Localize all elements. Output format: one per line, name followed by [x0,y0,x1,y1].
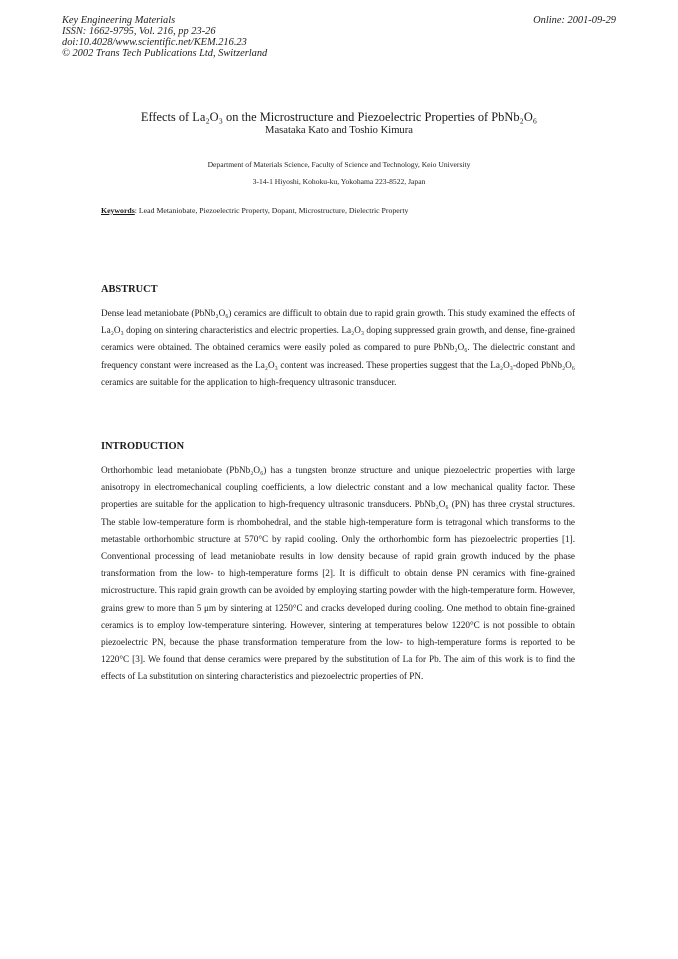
affiliation-department: Department of Materials Science, Faculty of Science and Technology, Keio University [207,160,471,169]
abstract-heading: ABSTRUCT [101,284,158,295]
introduction-heading: INTRODUCTION [101,441,185,452]
journal-issn: ISSN: 1662-9795, Vol. 216, pp 23-26 [62,26,216,37]
introduction-text: Orthorhombic lead metaniobate (PbNb₂O₆) has a tungsten bronze structure and unique piezoelectric properties with large anisotropy in electromechanical coupling coefficients, a low dielectric constant and a low mechanical quality factor. These properties are suitable for the application to high-frequency ultrasonic transducers. PbNb₂O₆ (PN) has three crystal structures. The stable low-temperature form is rhombohedral, and the stable high-temperature form is tetragonal which transforms to the metastable orthorhombic structure at 570°C by rapid cooling. Only the orthorhombic form has piezoelectric properties [1]. Conventional processing of lead metaniobate results in low density because of rapid grain growth induced by the phase transformation from the low- to high-temperature forms [2]. It is difficult to obtain dense PN ceramics with fine-grained microstructure. This rapid grain growth can be avoided by employing starting powder with the high-temperature form. However, grains grew to more than 5 μm by sintering at 1250°C and cracks developed during cooling. One method to obtain fine-grained ceramics is to employ low-temperature sintering. However, sintering at temperatures below 1220°C is not possible to obtain piezoelectric PN, because the phase transformation temperature from the low- to high-temperature forms is reported to be 1220°C [3]. We found that dense ceramics were prepared by the substitution of La for Pb. The aim of this work is to find the effects of La substitution on sintering characteristics and piezoelectric properties of PN. [101,465,575,682]
paper-authors: Masataka Kato and Toshio Kimura [265,125,413,136]
affiliation [0,156,678,190]
journal-name: Key Engineering Materials [62,15,176,26]
keywords [101,206,408,216]
affiliation-address: 3-14-1 Hiyoshi, Kohoku-ku, Yokohama 223-8522, Japan [252,177,426,186]
journal-copyright: © 2002 Trans Tech Publications Ltd, Switzerland [62,48,268,59]
keywords-text: : Lead Metaniobate, Piezoelectric Property, Dopant, Microstructure, Dielectric Property [134,206,409,215]
journal-header [62,15,267,59]
keywords-label: Keywords [101,206,135,215]
abstract-text: Dense lead metaniobate (PbNb₂O₆) ceramics are difficult to obtain due to rapid grain growth. This study examined the effects of La₂O₃ doping on sintering characteristics and electric properties. La₂O₃ doping suppressed grain growth, and dense, fine-grained ceramics were obtained. The obtained ceramics were easily poled as compared to pure PbNb₂O₆. The dielectric constant and frequency constant were increased as the La₂O₃ content was increased. These properties suggest that the La₂O₃-doped PbNb₂O₆ ceramics are suitable for the application to high-frequency ultrasonic transducer. [101,308,575,387]
journal-doi[interactable]: doi:10.4028/www.scientific.net/KEM.216.23 [62,37,247,48]
paper-title: Effects of La₂O₃ on the Microstructure and Piezoelectric Properties of PbNb₂O₆ [140,110,538,124]
online-date: Online: 2001-09-29 [533,15,616,26]
